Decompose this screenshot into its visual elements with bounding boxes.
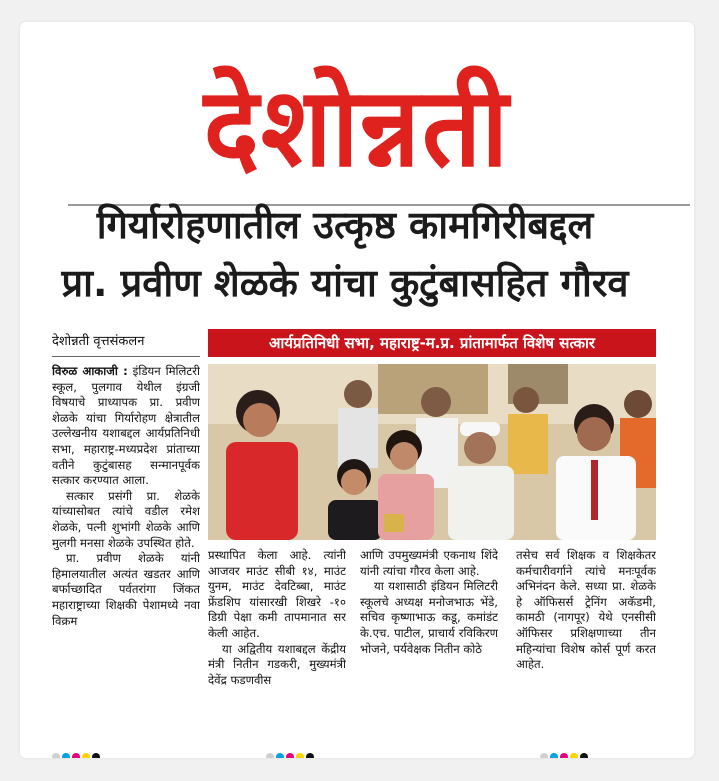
column-2-paragraph-2: या अद्वितीय यशाबद्दल केंद्रीय मंत्री नितीन गडकरी, मुख्यमंत्री देवेंद्र फडणवीस bbox=[208, 641, 346, 687]
print-registration-marks bbox=[266, 746, 316, 754]
column-1-paragraph-1: इंडियन मिलिटरी स्कूल, पुलगाव येथील इंग्रजी विषयाचे प्राध्यापक प्रा. प्रवीण शेळके यांचा गिर्यारोहण क्षेत्रातील उल्लेखनीय यशाबद्दल आर्यप्रतिनिधी सभा, महाराष्ट्र-मध्यप्रदेश प्रांताच्या वतीने कुटुंबासह सन्मानपूर्वक सत्कार करण्यात आला. bbox=[52, 364, 200, 488]
photo-banner: आर्यप्रतिनिधी सभा, महाराष्ट्र-म.प्र. प्रांतामार्फत विशेष सत्कार bbox=[208, 329, 656, 357]
event-photo bbox=[208, 364, 656, 540]
column-1-paragraph-3: प्रा. प्रवीण शेळके यांनी हिमालयातील अत्यंत खडतर आणि बर्फाच्छादित पर्वतरांगा जिंकत महाराष्ट्राच्या शिक्षकी पेशामध्ये नवा विक्रम bbox=[52, 551, 200, 628]
headline-line-2: प्रा. प्रवीण शेळके यांचा कुटुंबासहित गौरव bbox=[61, 261, 629, 305]
column-1-paragraph-2: सत्कार प्रसंगी प्रा. शेळके यांच्यासोबत त्यांचे वडील रमेश शेळके, पत्नी शुभांगी शेळके आणि मुलगी मनसा शेळके उपस्थित होते. bbox=[52, 488, 200, 550]
masthead-title: देशोन्नती bbox=[203, 62, 511, 192]
byline-divider bbox=[52, 356, 200, 357]
column-2-paragraph-1: प्रस्थापित केला आहे. त्यांनी आजवर माउंट सीबी १४, माउंट युनम, माउंट देवटिब्बा, माउंट फ्रेंडशिप यांसारखी शिखरे -१० डिग्री पेक्षा कमी तापमानात सर केली आहेत. bbox=[208, 548, 346, 640]
column-3-paragraph-2: या यशासाठी इंडियन मिलिटरी स्कूलचे अध्यक्ष मनोजभाऊ भेंडे, सचिव कृष्णाभाऊ कडू, कमांडंट के.एच. पाटील, प्राचार्य रविकिरण भोजने, पर्यवेक्षक नितीन कोठे bbox=[360, 579, 498, 656]
dateline: विरुळ आकाजी : bbox=[52, 364, 128, 378]
article-column-1 bbox=[52, 364, 200, 736]
article-column-2 bbox=[208, 548, 346, 738]
column-3-paragraph-1: आणि उपमुख्यमंत्री एकनाथ शिंदे यांनी त्यांचा गौरव केला आहे. bbox=[360, 548, 498, 578]
event-photo-illustration bbox=[208, 364, 656, 540]
print-registration-marks bbox=[52, 746, 102, 754]
column-4-paragraph-1: तसेच सर्व शिक्षक व शिक्षकेतर कर्मचारीवर्गाने त्यांचे मनःपूर्वक अभिनंदन केले. सध्या प्रा. शेळके हे ऑफिसर्स ट्रेनिंग अकॅडमी, कामठी (नागपूर) येथे एनसीसी ऑफिसर प्रशिक्षणाच्या तीन महिन्यांचा विशेष कोर्स पूर्ण करत आहेत. bbox=[516, 548, 656, 672]
article-column-3 bbox=[360, 548, 498, 738]
news-clipping bbox=[20, 186, 670, 758]
byline: देशोन्नती वृत्तसंकलन bbox=[52, 334, 145, 349]
headline-line-1: गिर्यारोहणातील उत्कृष्ठ कामगिरीबद्दल bbox=[96, 203, 594, 247]
print-registration-marks bbox=[540, 746, 590, 754]
article-column-4 bbox=[516, 548, 656, 738]
